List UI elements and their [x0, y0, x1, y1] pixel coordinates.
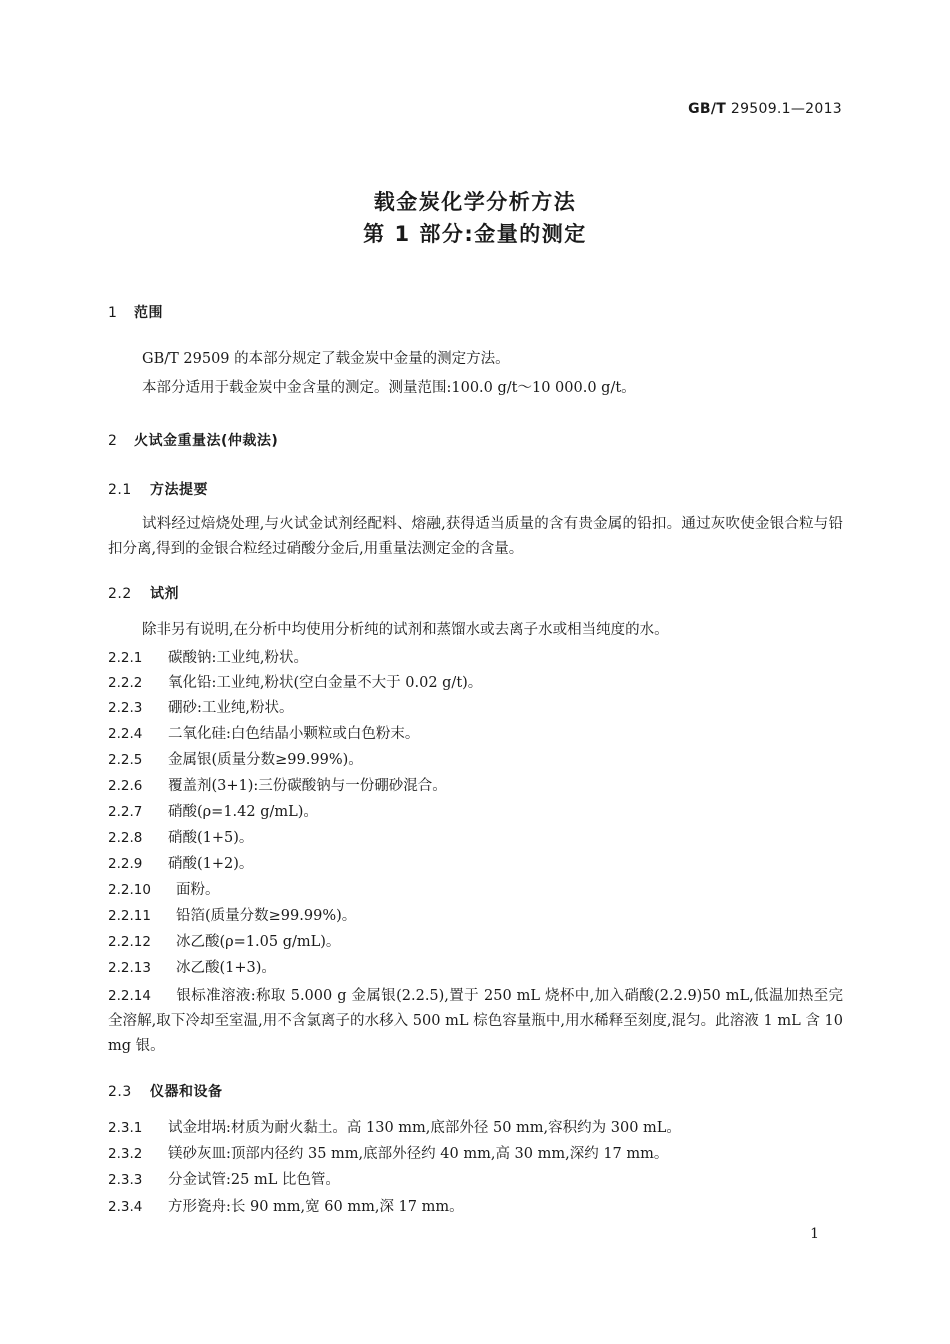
- paragraph-scope-2: 本部分适用于载金炭中金含量的测定。测量范围:100.0 g/t～10 000.0 g/t。: [142, 380, 636, 396]
- list-item: 2.2.2 氧化铅:工业纯,粉状(空白金量不大于 0.02 g/t)。: [108, 675, 483, 691]
- list-item: 2.2.7 硝酸(ρ=1.42 g/mL)。: [108, 804, 318, 820]
- section-number: 2.2: [108, 586, 132, 602]
- section-2-3-heading: [108, 1081, 223, 1101]
- standard-number: 29509.1—2013: [730, 101, 842, 117]
- section-title: 范围: [134, 305, 163, 321]
- list-item: 2.2.6 覆盖剂(3+1):三份碳酸钠与一份硼砂混合。: [108, 778, 447, 794]
- section-title: 仪器和设备: [150, 1084, 223, 1100]
- list-item: 2.3.2 镁砂灰皿:顶部内径约 35 mm,底部外径约 40 mm,高 30 mm,深约 17 mm。: [108, 1146, 669, 1162]
- document-subtitle: 第 1 部分:金量的测定: [363, 222, 587, 246]
- section-2-2-heading: [108, 583, 179, 603]
- list-item: 2.2.1 碳酸钠:工业纯,粉状。: [108, 650, 308, 666]
- standard-code: [688, 101, 842, 117]
- paragraph-method-summary: 试料经过焙烧处理,与火试金试剂经配料、熔融,获得适当质量的含有贵金属的铅扣。通过灰吹使金银合粒与铅扣分离,得到的金银合粒经过硝酸分金后,用重量法测定金的含量。: [108, 516, 843, 557]
- paragraph-scope-1: GB/T 29509 的本部分规定了载金炭中金量的测定方法。: [142, 351, 510, 367]
- list-item: 2.3.1 试金坩埚:材质为耐火黏土。高 130 mm,底部外径 50 mm,容积约为 300 mL。: [108, 1120, 681, 1136]
- list-item: 2.2.8 硝酸(1+5)。: [108, 830, 254, 846]
- page-number: 1: [810, 1226, 819, 1242]
- section-1-heading: [108, 302, 163, 322]
- list-item: 2.3.3 分金试管:25 mL 比色管。: [108, 1172, 340, 1188]
- list-item: 2.2.5 金属银(质量分数≥99.99%)。: [108, 752, 363, 768]
- section-2-heading: [108, 430, 278, 450]
- list-item: 2.2.3 硼砂:工业纯,粉状。: [108, 700, 294, 716]
- section-title: 火试金重量法(仲裁法): [134, 433, 279, 449]
- standard-prefix: GB/T: [688, 101, 727, 117]
- list-item: 2.2.12 冰乙酸(ρ=1.05 g/mL)。: [108, 934, 341, 950]
- section-2-1-heading: [108, 479, 208, 499]
- list-item: 2.2.4 二氧化硅:白色结晶小颗粒或白色粉末。: [108, 726, 420, 742]
- document-title: 载金炭化学分析方法: [373, 190, 577, 214]
- paragraph-reagents-intro: 除非另有说明,在分析中均使用分析纯的试剂和蒸馏水或去离子水或相当纯度的水。: [142, 622, 669, 638]
- section-number: 2.1: [108, 482, 132, 498]
- section-number: 2.3: [108, 1084, 132, 1100]
- list-item: 2.2.9 硝酸(1+2)。: [108, 856, 254, 872]
- section-number: 1: [108, 305, 118, 321]
- section-title: 方法提要: [150, 482, 208, 498]
- list-item: 2.2.13 冰乙酸(1+3)。: [108, 960, 276, 976]
- list-item: 2.2.11 铅箔(质量分数≥99.99%)。: [108, 908, 357, 924]
- section-number: 2: [108, 433, 118, 449]
- section-title: 试剂: [150, 586, 179, 602]
- list-item: 2.2.10 面粉。: [108, 882, 220, 898]
- list-item: 2.2.14 银标准溶液:称取 5.000 g 金属银(2.2.5),置于 250 mL 烧杯中,加入硝酸(2.2.9)50 mL,低温加热至完全溶解,取下冷却至室温,用不含氯离子的水移入 500 mL 棕色容量瓶中,用水稀释至刻度,混匀。此溶液 1 mL 含 10 mg 银。: [108, 988, 843, 1054]
- list-item: 2.3.4 方形瓷舟:长 90 mm,宽 60 mm,深 17 mm。: [108, 1199, 464, 1215]
